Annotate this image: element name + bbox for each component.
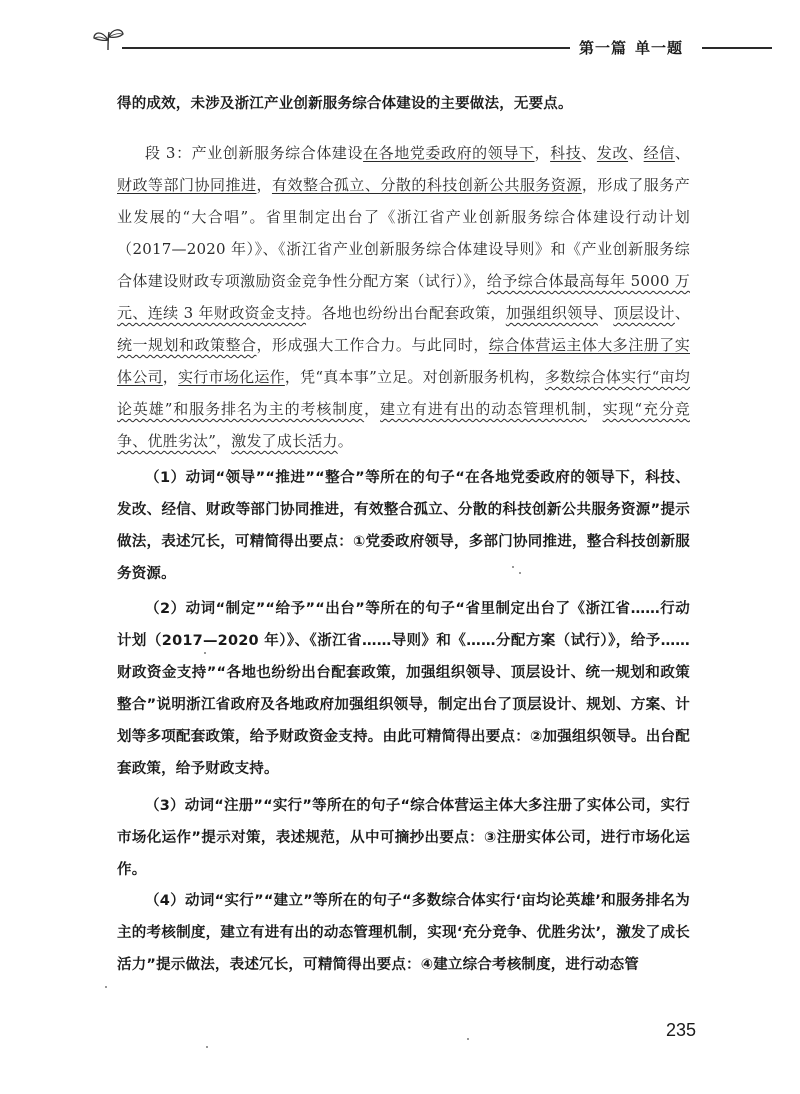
header-rule-left xyxy=(122,47,570,49)
chapter-subtitle: 单一题 xyxy=(635,39,684,57)
header-rule-right xyxy=(702,47,772,49)
chapter-part: 第一篇 xyxy=(579,39,628,57)
wavy-underlined-phrase: 给予综合体最高每年 5000 万元、连续 3 年财政资金支持 xyxy=(117,272,690,322)
passage-text: ， xyxy=(586,400,603,418)
scan-speck xyxy=(204,652,206,654)
passage-text: ，形成了服务产业发展的“大合唱”。省里制定出台了《浙江省产业创新服务综合体建设行动计划（2017—2020 年）》、《浙江省产业创新服务综合体建设导则》和《产业创新服务综合体建设财政专项激励资金竞争性分配方案（试行）》， xyxy=(117,176,690,290)
scan-speck xyxy=(206,1046,208,1048)
underlined-phrase: 发改 xyxy=(596,144,629,162)
wavy-underlined-phrase: 建立有进有出的动态管理机制 xyxy=(380,400,587,418)
analysis-item-3: （3）动词“注册”“实行”等所在的句子“综合体营运主体大多注册了实体公司，实行市场化运作”提示对策，表述规范，从中可摘抄出要点：③注册实体公司，进行市场化运作。 xyxy=(117,798,690,878)
passage-label: 段 3： xyxy=(145,144,192,162)
wavy-underlined-phrase: 加强组织领导 xyxy=(505,304,598,322)
passage-text: ，形成强大工作合力。与此同时， xyxy=(256,336,489,354)
wavy-underlined-phrase: 激发了成长活力 xyxy=(231,432,338,450)
underlined-phrase: 综合体营运主体大多注册了实体公司 xyxy=(117,336,690,386)
analysis-item-1: （1）动词“领导”“推进”“整合”等所在的句子“在各地党委政府的领导下，科技、发改、经信、财政等部门协同推进，有效整合孤立、分散的科技创新公共服务资源”提示做法，表述冗长，可精简得出要点：①党委政府领导，多部门协同推进，整合科技创新服务资源。 xyxy=(117,470,690,582)
page-header xyxy=(0,0,800,70)
underlined-phrase: 科技 xyxy=(550,144,582,162)
passage-text: ， xyxy=(534,144,551,162)
passage-text: 、 xyxy=(628,144,644,162)
underlined-phrase: 实行市场化运作 xyxy=(178,368,285,386)
wavy-underlined-phrase: 多数综合体实行“亩均论英雄”和服务排名为主的考核制度 xyxy=(117,368,691,418)
passage-text: 产业创新服务综合体建设 xyxy=(191,144,364,162)
passage-text: 。 xyxy=(337,432,353,450)
underlined-phrase: 在各地党委政府的领导下 xyxy=(363,144,535,162)
quoted-passage xyxy=(117,137,690,457)
underlined-phrase: 经信 xyxy=(643,144,675,162)
lead-paragraph: 得的成效，未涉及浙江产业创新服务综合体建设的主要做法，无要点。 xyxy=(117,96,573,112)
underlined-phrase: 有效整合孤立、分散的科技创新公共服务资源 xyxy=(271,176,582,194)
wavy-underlined-phrase: 统一规划和政策整合 xyxy=(117,336,257,354)
passage-text: ， xyxy=(256,176,272,194)
passage-text: 、 xyxy=(581,144,597,162)
wavy-underlined-phrase: 实现“充分竞争、优胜劣汰” xyxy=(117,400,690,450)
passage-text: 。各地也纷纷出台配套政策， xyxy=(306,304,506,322)
chapter-title xyxy=(579,37,683,58)
scan-speck xyxy=(467,1038,469,1040)
passage-text: ， xyxy=(364,400,380,418)
scan-speck xyxy=(512,566,514,568)
sprout-icon xyxy=(92,26,126,52)
analysis-item-4: （4）动词“实行”“建立”等所在的句子“多数综合体实行‘亩均论英雄’和服务排名为主的考核制度，建立有进有出的动态管理机制，实现‘充分竞争、优胜劣汰’，激发了成长活力”提示做法，表述冗长，可精简得出要点：④建立综合考核制度，进行动态管 xyxy=(117,893,690,973)
passage-text: ， xyxy=(162,368,179,386)
page-number: 235 xyxy=(666,1020,697,1040)
passage-text: 、 xyxy=(597,304,614,322)
scan-speck xyxy=(519,572,521,574)
passage-text: 、 xyxy=(674,304,691,322)
underlined-phrase: 财政等部门协同推进 xyxy=(117,176,257,194)
wavy-underlined-phrase: 顶层设计 xyxy=(613,304,675,322)
passage-text: ，凭“真本事”立足。对创新服务机构， xyxy=(284,368,545,386)
passage-text: ， xyxy=(216,432,232,450)
analysis-item-2: （2）动词“制定”“给予”“出台”等所在的句子“省里制定出台了《浙江省……行动计划（2017—2020 年）》、《浙江省……导则》和《……分配方案（试行）》，给予……财政资金支持”“各地也纷纷出台配套政策，加强组织领导、顶层设计、统一规划和政策整合”说明浙江省政府及各地政府加强组织领导，制定出台了顶层设计、规划、方案、计划等多项配套政策，给予财政资金支持。由此可精简得出要点：②加强组织领导。出台配套政策，给予财政支持。 xyxy=(117,601,690,777)
scan-speck xyxy=(105,986,107,988)
passage-text: 、 xyxy=(674,144,691,162)
